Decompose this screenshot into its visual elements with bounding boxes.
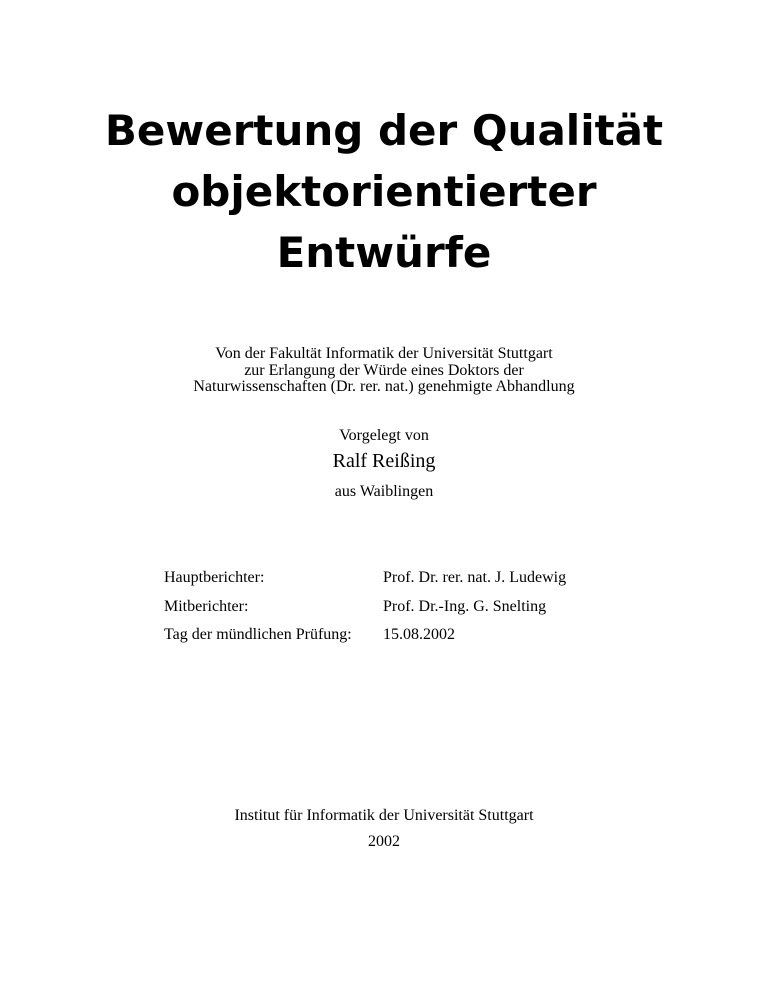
author-name: Ralf Reißing [332, 450, 436, 472]
institute-name: Institut für Informatik der Universität Stuttgart [234, 807, 534, 824]
committee-role: Hauptberichter: [164, 569, 265, 586]
committee-table [164, 568, 624, 654]
committee-row-exam-date [164, 625, 624, 654]
committee-value: Prof. Dr.-Ing. G. Snelting [383, 597, 547, 615]
title-line-1: Bewertung der Qualität [104, 106, 664, 155]
statement-line-1: Von der Fakultät Informatik der Universität Stuttgart [215, 345, 553, 362]
committee-role: Mitberichter: [164, 597, 249, 615]
statement-line-3: Naturwissenschaften (Dr. rer. nat.) genehmigte Abhandlung [193, 378, 575, 395]
statement-line-2: zur Erlangung der Würde eines Doktors der [244, 361, 524, 379]
document-title [0, 100, 768, 283]
dissertation-statement [0, 346, 768, 396]
committee-role: Tag der mündlichen Prüfung: [164, 626, 352, 643]
author-origin: aus Waiblingen [334, 483, 434, 500]
committee-value: Prof. Dr. rer. nat. J. Ludewig [383, 569, 567, 586]
publication-year: 2002 [368, 833, 400, 850]
presented-by-label: Vorgelegt von [339, 427, 429, 444]
title-line-3: Entwürfe [276, 228, 492, 277]
title-line-2: objektorientierter [171, 167, 597, 216]
committee-row-main-referee [164, 568, 624, 597]
committee-row-co-referee [164, 597, 624, 626]
committee-value: 15.08.2002 [383, 626, 455, 643]
